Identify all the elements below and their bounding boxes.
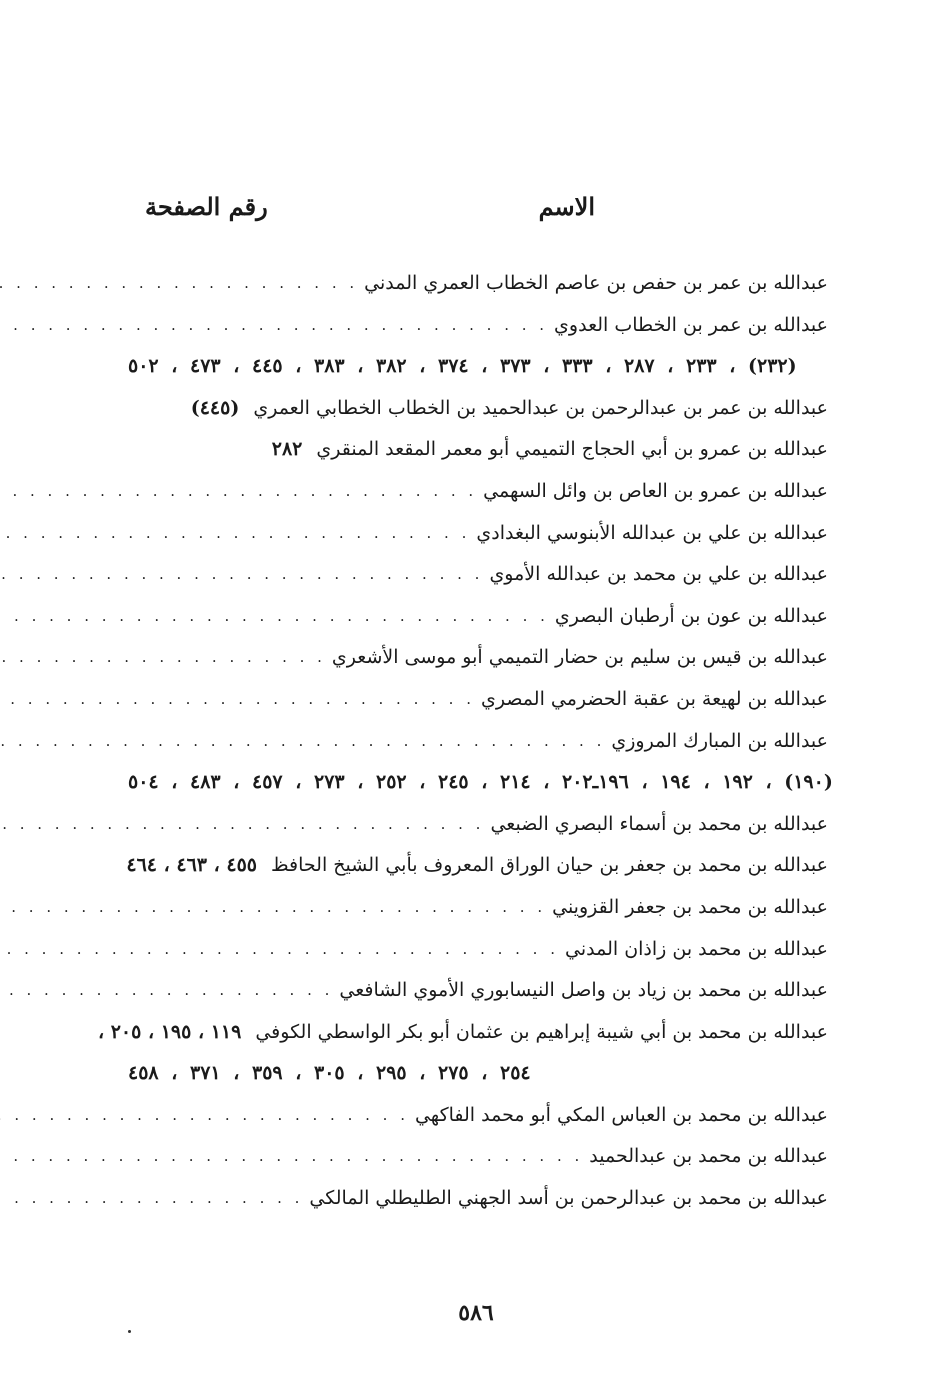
entry-name: عبدالله بن محمد بن عبدالحميد [589,1145,828,1168]
entry-page-numbers: ١١٩ ، ١٩٥ ، ٢٠٥ ، [97,1020,242,1043]
entry-name: عبدالله بن عمر بن حفص بن عاصم الخطاب العمري المدني [364,272,828,294]
leader-dots [0,970,339,1012]
index-entry [128,554,828,596]
entry-name: عبدالله بن قيس بن سليم بن حضار التميمي أبو موسى الأشعري [331,646,828,669]
index-entry [97,1012,828,1054]
entry-name: عبدالله بن محمد بن أسماء البصري الضبعي [490,812,828,835]
leader-dots [0,804,490,846]
leader-dots [0,1136,589,1178]
index-entry [128,1178,828,1220]
stray-mark [128,1330,131,1333]
entry-name: عبدالله بن محمد بن زاذان المدني [565,937,828,960]
entry-name: عبدالله بن المبارك المروزي [611,729,828,752]
index-entry [128,804,828,846]
index-entry [128,887,828,929]
index-entries [97,263,833,1220]
leader-dots [0,1095,415,1137]
leader-dots [0,513,476,555]
entry-name: عبدالله بن عمرو بن العاص بن وائل السهمي [483,479,828,502]
leader-dots [0,263,364,305]
index-continuation-line [128,346,828,388]
entry-page-numbers: ٢٥٤ ، ٢٧٥ ، ٢٩٥ ، ٣٠٥ ، ٣٥٩ ، ٣٧١ ، ٤٥٨ [128,1062,531,1085]
index-entry [128,429,828,471]
index-entry [128,845,828,887]
index-continuation-line [128,1053,828,1095]
entry-page-numbers: (١٩٠) ، ١٩٢ ، ١٩٤ ، ١٩٦ـ٢٠٢ ، ٢١٤ ، ٢٤٥ ، ٢٥٢ ، ٢٧٣ ، ٤٥٧ ، ٤٨٣ ، ٥٠٤ [128,771,833,794]
leader-dots [0,637,332,679]
entry-name: عبدالله بن لهيعة بن عقبة الحضرمي المصري [480,687,828,710]
index-entry [128,970,828,1012]
entry-name: عبدالله بن علي بن عبدالله الأبنوسي البغدادي [476,521,828,544]
leader-dots [0,887,552,929]
index-entry [128,596,828,638]
leader-dots [0,554,489,596]
entry-name: عبدالله بن عمر بن الخطاب العدوي [554,313,828,336]
entry-name: عبدالله بن محمد بن العباس المكي أبو محمد الفاكهي [414,1103,828,1126]
index-entry [128,721,828,763]
entry-page-numbers: (٢٣٢) ، ٢٣٣ ، ٢٨٧ ، ٣٣٣ ، ٣٧٣ ، ٣٧٤ ، ٣٨٢ ، ٣٨٣ ، ٤٤٥ ، ٤٧٣ ، ٥٠٢ [128,355,797,378]
name-column-header: الاسم [538,192,595,221]
index-entry [128,471,828,513]
entry-page-numbers: (٤٤٥) [190,396,240,419]
leader-dots [0,679,481,721]
entry-name: عبدالله بن محمد بن جعفر بن حيان الوراق المعروف بأبي الشيخ الحافظ [270,854,828,877]
index-entry [128,305,828,347]
index-entry [128,929,828,971]
index-entry [128,263,828,305]
entry-page-numbers: ٤٥٥ ، ٤٦٣ ، ٤٦٤ [126,854,257,877]
entry-name: عبدالله بن محمد بن جعفر القزويني [552,895,828,918]
index-entry [128,1095,828,1137]
index-entry [128,679,828,721]
index-entry [128,1136,828,1178]
entry-name: عبدالله بن محمد بن أبي شيبة إبراهيم بن عثمان أبو بكر الواسطي الكوفي [255,1020,828,1043]
leader-dots [0,929,565,971]
leader-dots [0,1178,309,1220]
entry-name: عبدالله بن عمر بن عبدالرحمن بن عبدالحميد بن الخطاب الخطابي العمري [253,396,828,419]
index-continuation-line [128,762,833,804]
leader-dots [0,596,555,638]
leader-dots [0,721,611,763]
index-entry [128,388,828,430]
column-header-row [145,192,595,221]
entry-name: عبدالله بن محمد بن زياد بن واصل النيسابوري الأموي الشافعي [339,979,828,1002]
leader-dots [0,305,554,347]
page-number: ٥٨٦ [458,1300,494,1326]
index-entry [128,513,828,555]
entry-name: عبدالله بن علي بن محمد بن عبدالله الأموي [489,563,828,586]
entry-name: عبدالله بن عون بن أرطبان البصري [554,604,828,627]
leader-dots [0,471,483,513]
entry-name: عبدالله بن عمرو بن أبي الحجاج التميمي أبو معمر المقعد المنقري [316,438,828,461]
index-entry [128,637,828,679]
entry-name: عبدالله بن محمد بن عبدالرحمن بن أسد الجهني الطليطلي المالكي [309,1187,828,1210]
entry-page-numbers: ٢٨٢ [271,438,303,461]
page-column-header: رقم الصفحة [145,192,268,221]
